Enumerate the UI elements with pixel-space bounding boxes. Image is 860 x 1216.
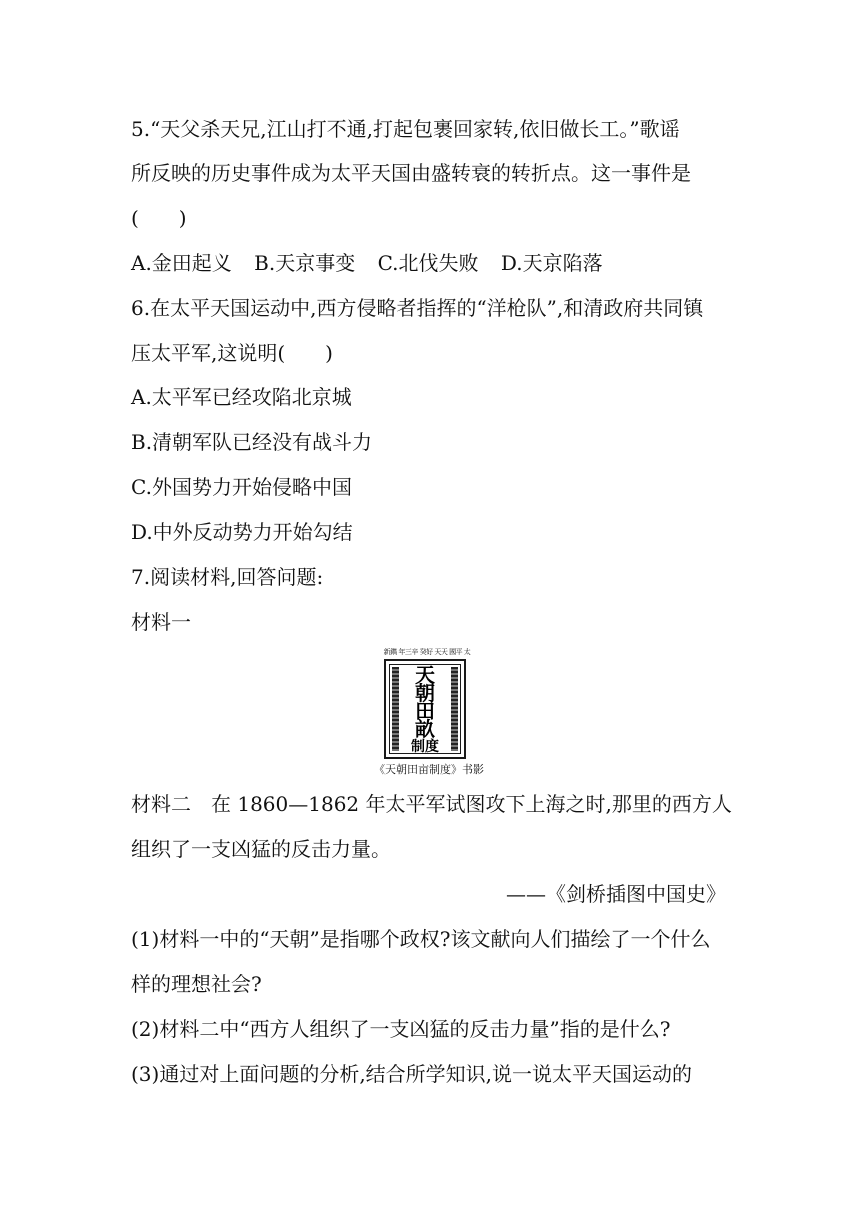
material-2-source: ——《剑桥插图中国史》 [506, 882, 726, 906]
q6-option-c: C.外国势力开始侵略中国 [131, 475, 352, 499]
q5-stem-line-2: 所反映的历史事件成为太平天国由盛转衰的转折点。这一事件是 [131, 161, 691, 185]
q6-stem-line-1: 6.在太平天国运动中,西方侵略者指挥的“洋枪队”,和清政府共同镇 [131, 296, 704, 320]
q6-option-d: D.中外反动势力开始勾结 [131, 520, 353, 544]
q7-stem: 7.阅读材料,回答问题: [131, 565, 324, 589]
q6-option-b: B.清朝军队已经没有战斗力 [131, 430, 373, 454]
q6-option-a: A.太平军已经攻陷北京城 [131, 385, 352, 409]
q5-options [131, 249, 603, 277]
material-1-label: 材料一 [131, 610, 191, 634]
cover-right-band [451, 667, 458, 751]
cover-left-band [392, 667, 399, 751]
sub-question-1-line-2: 样的理想社会? [131, 972, 262, 996]
q5-stem-line-1: 5.“天父杀天兄,江山打不通,打起包裹回家转,依旧做长工。”歌谣 [131, 117, 680, 141]
q5-option-d: D.天京陷落 [500, 251, 603, 275]
q5-option-b: B.天京事变 [254, 251, 356, 275]
material-2-line-1: 材料二 在 1860—1862 年太平军试图攻下上海之时,那里的西方人 [131, 792, 732, 816]
sub-question-2: (2)材料二中“西方人组织了一支凶猛的反击力量”指的是什么? [131, 1017, 671, 1041]
figure-caption: 《天朝田亩制度》书影 [374, 763, 484, 776]
cover-title-char: 天 [415, 663, 435, 687]
material-2-line-2: 组织了一支凶猛的反击力量。 [131, 837, 391, 861]
cover-title [404, 663, 446, 756]
cover-title-char: 田 [415, 699, 435, 723]
sub-question-3: (3)通过对上面问题的分析,结合所学知识,说一说太平天国运动的 [131, 1062, 693, 1086]
cover-title-char: 畝 [415, 717, 435, 741]
book-cover-image [378, 648, 476, 762]
cover-frame [384, 659, 466, 759]
q6-stem-line-2: 压太平军,这说明( ) [131, 341, 333, 365]
cover-inner-border [389, 664, 461, 754]
q5-option-c: C.北伐失败 [377, 251, 479, 275]
cover-title-char: 朝 [415, 681, 435, 705]
sub-question-1-line-1: (1)材料一中的“天朝”是指哪个政权?该文献向人们描绘了一个什么 [131, 927, 711, 951]
q5-option-a: A.金田起义 [131, 251, 232, 275]
cover-title-char: 制度 [411, 739, 439, 755]
cover-header-text: 新鐫 年三辛 癸好 天天 國平 太 [383, 648, 471, 656]
q5-answer-blank: ( ) [131, 206, 187, 230]
